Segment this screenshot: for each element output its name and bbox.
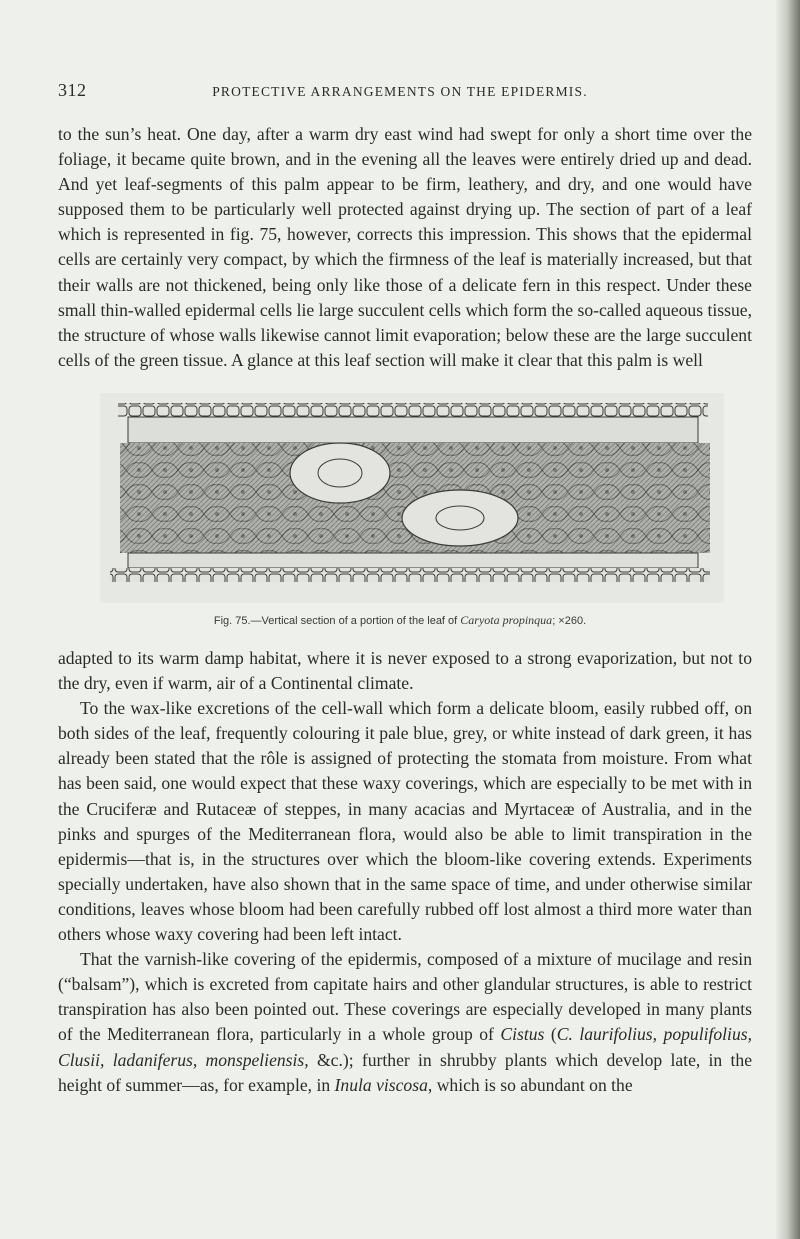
figure-caption (0, 613, 800, 628)
paragraph-2: adapted to its warm damp habitat, where it is never exposed to a strong evaporization, but not to the dry, even if warm, air of a Continental climate. (58, 648, 752, 694)
paragraph-4-part4: , which is so abundant on the (427, 1074, 633, 1095)
leaf-section-figure (100, 393, 724, 603)
paragraph-1: to the sun’s heat. One day, after a warm dry east wind had swept for only a short time over the foliage, it became quite brown, and in the evening all the leaves were entirely dried up and dead. And yet leaf-segments of this palm appear to be firm, leathery, and dry, and one would have supposed them to be particularly well protected against drying up. The section of part of a leaf which is represented in fig. 75, however, corrects this impression. This shows that the epidermal cells are certainly very compact, by which the firmness of the leaf is materially increased, but that their walls are not thickened, being only like those of a delicate fern in this respect. Under these small thin-walled epidermal cells lie large succulent cells which form the so-called aqueous tissue, the structure of whose walls likewise cannot limit evaporation; below these are the large succulent cells of the green tissue. A glance at this leaf section will make it clear that this palm is well (58, 124, 752, 370)
species-inula: Inula viscosa (334, 1074, 428, 1095)
paragraph-4-part2: ( (544, 1024, 557, 1045)
caption-suffix: ; ×260. (552, 615, 587, 627)
running-head: PROTECTIVE ARRANGEMENTS ON THE EPIDERMIS. (212, 84, 588, 99)
paragraph-4 (58, 947, 752, 1098)
body-text-after-figure (58, 646, 752, 1098)
paragraph-4-part3: &c.); further in shrubby plants which develop late, in the height of summer—as, for example, in (58, 1049, 753, 1095)
caption-species: Caryota propinqua (460, 613, 553, 627)
paragraph-3: To the wax-like excretions of the cell-wall which form a delicate bloom, easily rubbed off, on both sides of the leaf, frequently colouring it pale blue, grey, or white instead of dark green, it has already been stated that the rôle is assigned of protecting the stomata from moisture. From what has been said, one would expect that these waxy coverings, which are especially to be met with in the Cruciferæ and Rutaceæ of steppes, in many acacias and Myrtaceæ of Australia, and in the pinks and spurges of the Mediterranean flora, would also be able to limit transpiration in the epidermis—that is, in the structures over which the bloom-like covering extends. Experiments specially undertaken, have also shown that in the same space of time, and under otherwise similar conditions, leaves whose bloom had been carefully rubbed off lost almost a third more water than others whose waxy covering had been left intact. (58, 698, 752, 945)
genus-cistus: Cistus (500, 1024, 545, 1045)
caption-prefix: Fig. 75.—Vertical section of a portion of the leaf of (213, 615, 461, 627)
paragraph-4-part1: That the varnish-like covering of the epidermis, composed of a mixture of mucilage and resin (“balsam”), which is excreted from capitate hairs and other glandular structures, is able to restrict transpiration has also been pointed out. These coverings are especially developed in many plants of the Mediterranean flora, particularly in a whole group of (58, 949, 752, 1045)
page-number: 312 (58, 80, 87, 100)
species-list: C. laurifolius, populifolius, Clusii, ladaniferus, monspeliensis, (58, 1024, 752, 1070)
